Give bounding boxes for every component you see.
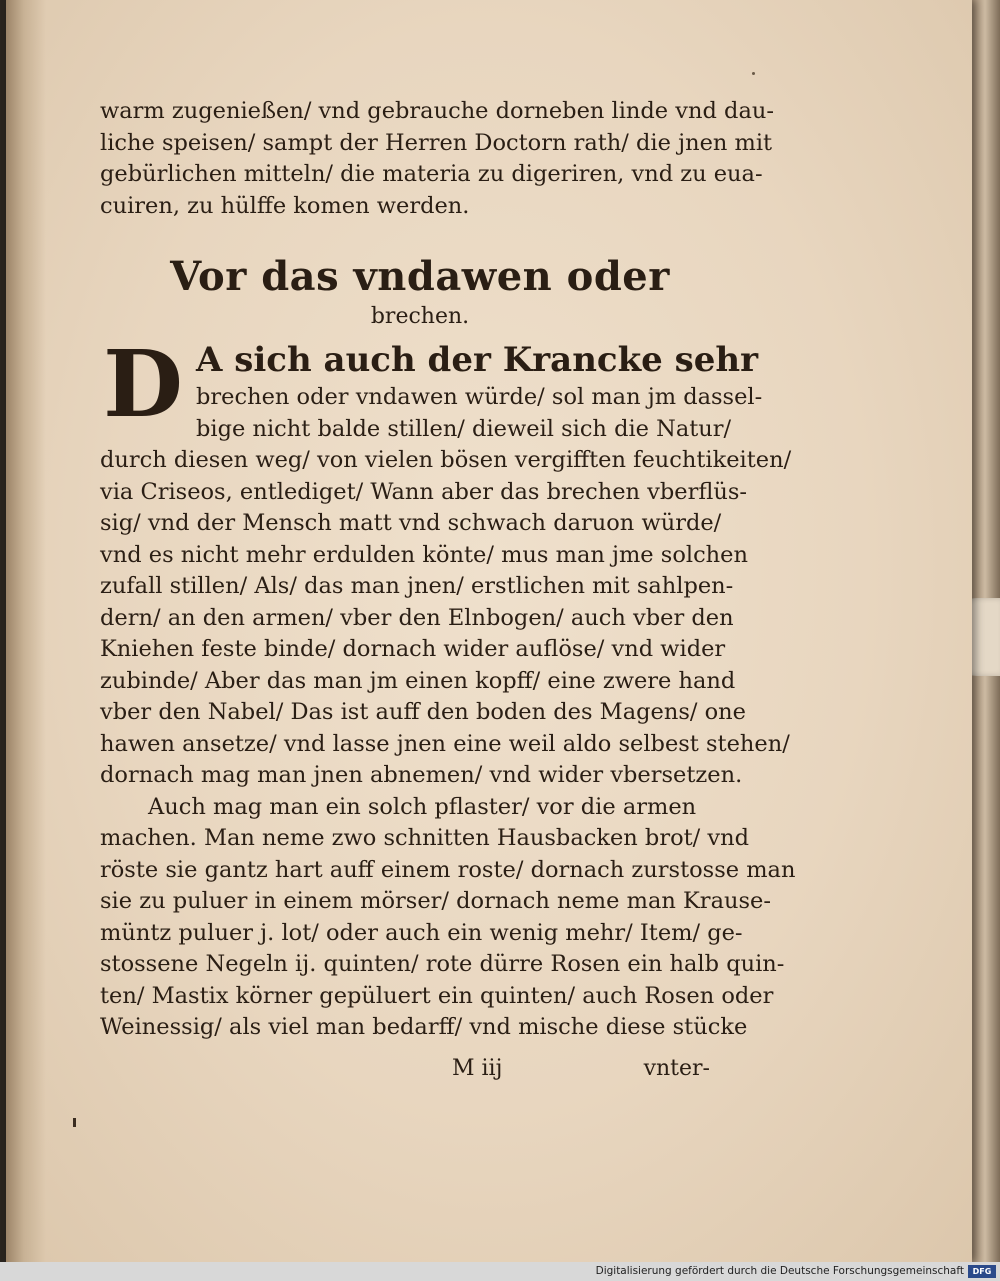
credit-bar — [0, 1262, 1000, 1281]
text-line: zubinde/ Aber das man jm einen kopff/ eine zwere hand — [100, 667, 736, 694]
text-line: vber den Nabel/ Das ist auff den boden des Magens/ one — [100, 699, 746, 725]
text-line: bige nicht balde stillen/ dieweil sich die Natur/ — [196, 415, 732, 442]
text-line: durch diesen weg/ von vielen bösen vergifften feuchtikeiten/ — [100, 447, 792, 473]
text-line: vnd es nicht mehr erdulden könte/ mus man jme solchen — [100, 541, 748, 568]
text-line: machen. Man neme zwo schnitten Hausbacken brot/ vnd — [100, 825, 750, 851]
page-footer — [100, 1056, 710, 1086]
section-subheading: brechen. — [370, 304, 470, 329]
text-line: warm zugenießen/ vnd gebrauche dorneben linde vnd dau- — [100, 98, 774, 124]
dfg-logo-icon: DFG — [968, 1265, 996, 1278]
text-line: hawen ansetze/ vnd lasse jnen eine weil aldo selbest stehen/ — [100, 730, 790, 757]
paragraph-2 — [100, 792, 796, 1044]
text-line: Kniehen feste binde/ dornach wider auflöse/ vnd wider — [100, 636, 726, 662]
text-line: sig/ vnd der Mensch matt vnd schwach daruon würde/ — [100, 510, 722, 536]
paragraph-1 — [100, 330, 792, 792]
text-line: dern/ an den armen/ vber den Elnbogen/ auch vber den — [100, 604, 734, 631]
text-line: stossene Negeln ij. quinten/ rote dürre Rosen ein halb quin- — [100, 951, 785, 977]
text-line: via Criseos, entlediget/ Wann aber das brechen vberflüs- — [100, 478, 747, 505]
text-line: gebürlichen mitteln/ die materia zu digeriren, vnd zu eua- — [100, 161, 763, 187]
text-line: liche speisen/ sampt der Herren Doctorn rath/ die jnen mit — [100, 129, 773, 156]
text-line: cuiren, zu hülffe komen werden. — [100, 192, 470, 219]
text-line: dornach mag man jnen abnemen/ vnd wider vbersetzen. — [100, 762, 743, 788]
text-line: sie zu puluer in einem mörser/ dornach neme man Krause- — [100, 888, 771, 914]
text-line: ten/ Mastix körner gepüluert ein quinten/ auch Rosen oder — [100, 982, 774, 1009]
text-line: röste sie gantz hart auff einem roste/ dornach zurstosse man — [100, 856, 796, 883]
ink-mark — [73, 1118, 76, 1127]
text-line: müntz puluer j. lot/ oder auch ein wenig mehr/ Item/ ge- — [100, 919, 743, 946]
text-line: Weinessig/ als viel man bedarff/ vnd mische diese stücke — [100, 1014, 748, 1040]
intro-lines — [100, 96, 774, 222]
text-line: Auch mag man ein solch pflaster/ vor die armen — [148, 793, 697, 820]
catchword: vnter- — [643, 1056, 710, 1081]
credit-text: Digitalisierung gefördert durch die Deutsche Forschungsgemeinschaft — [595, 1265, 964, 1277]
text-line: brechen oder vndawen würde/ sol man jm dassel- — [196, 384, 763, 410]
first-line: A sich auch der Krancke sehr — [196, 340, 759, 380]
signature-mark: M iij — [452, 1056, 503, 1081]
section-heading: Vor das vndawen oder — [170, 253, 670, 300]
paper-speck — [752, 72, 755, 75]
drop-cap: D — [103, 330, 183, 438]
page-gutter — [6, 0, 46, 1262]
text-line: zufall stillen/ Als/ das man jnen/ erstlichen mit sahlpen- — [100, 573, 734, 599]
page-text — [100, 96, 796, 1044]
